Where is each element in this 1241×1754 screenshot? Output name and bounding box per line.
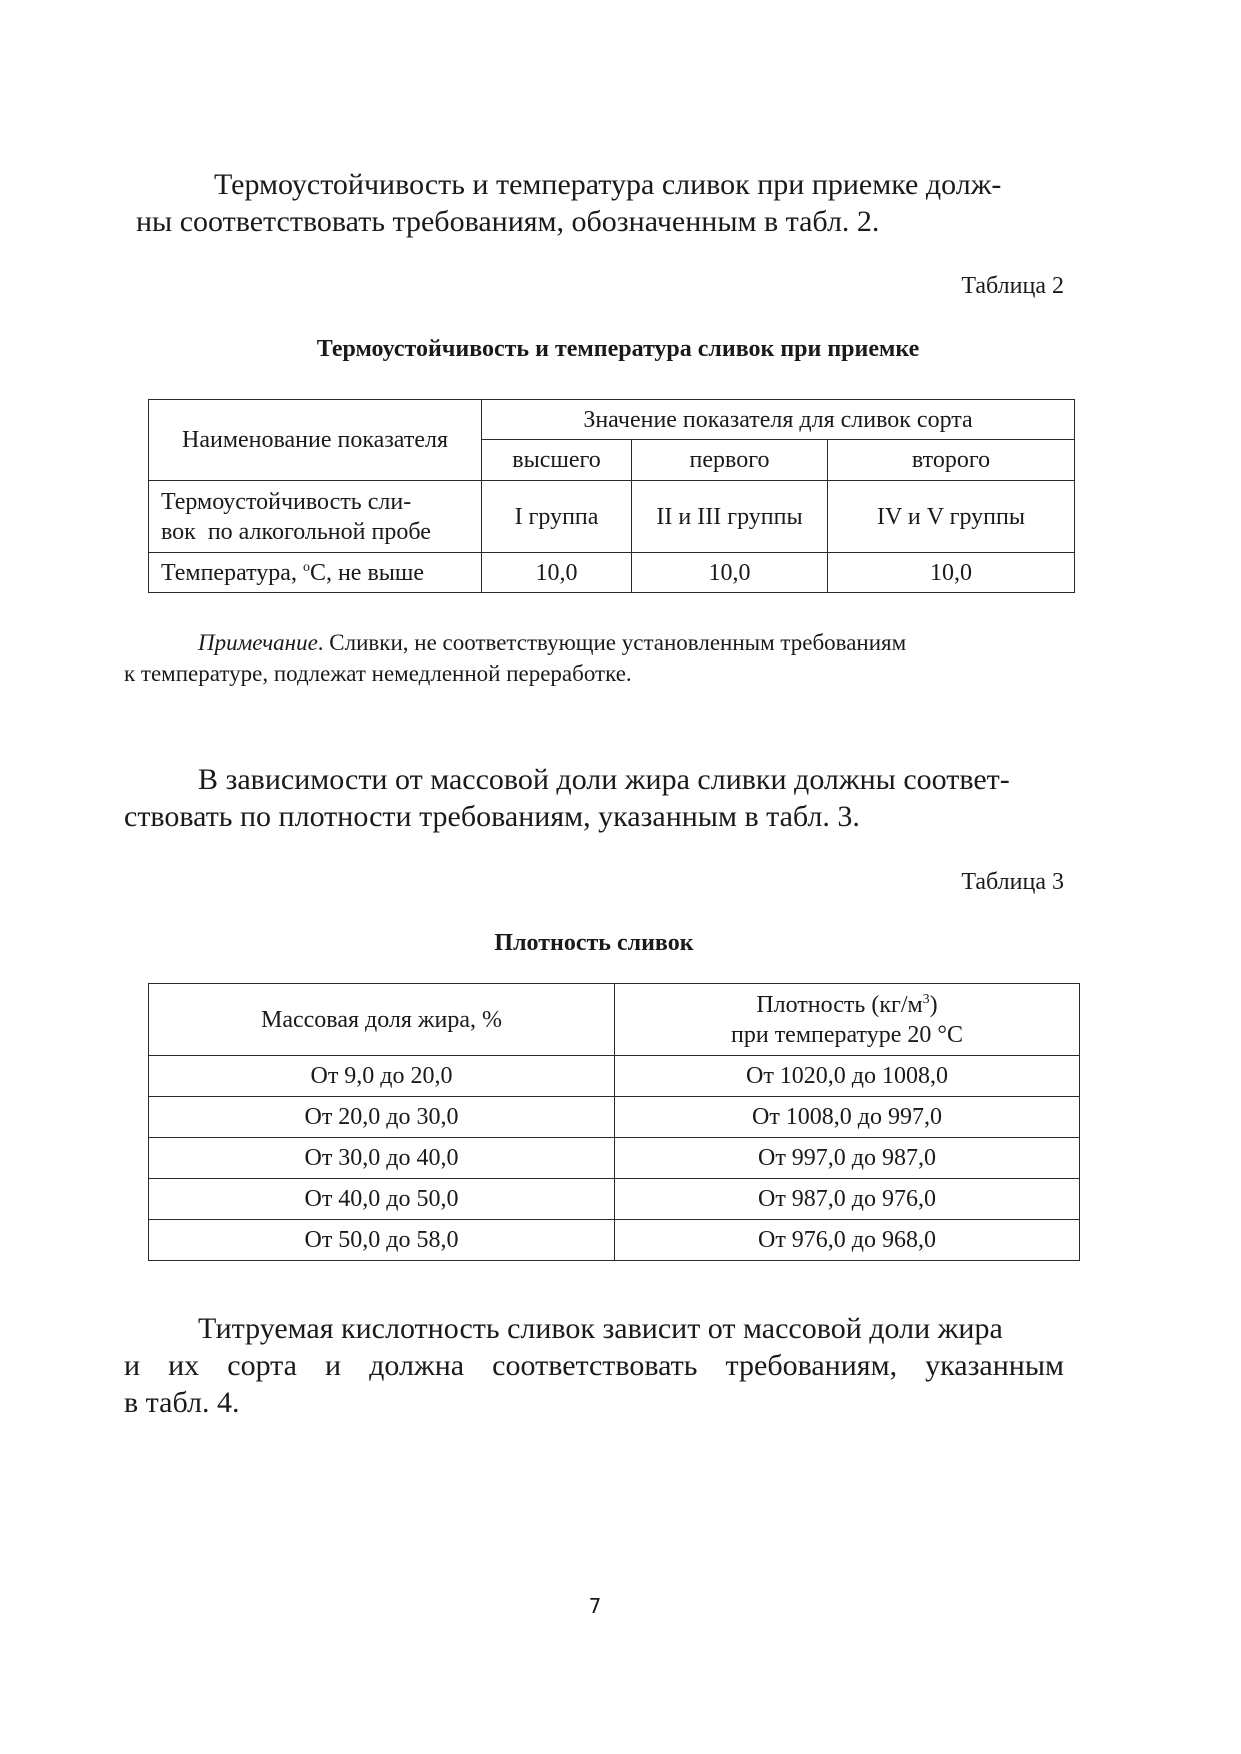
table3-header-density (615, 984, 1080, 1056)
table3-cell: От 50,0 до 58,0 (149, 1220, 615, 1261)
table3-cell: От 987,0 до 976,0 (615, 1179, 1080, 1220)
note-text: . Сливки, не соответствующие установленным требованиям (317, 630, 907, 655)
table-row (149, 1179, 1080, 1220)
note-line (124, 627, 1064, 658)
table2-cell: IV и V группы (828, 481, 1075, 553)
table3-header-density-line (621, 990, 1073, 1020)
table2-cell: 10,0 (632, 553, 828, 593)
table2-header-grade: первого (632, 440, 828, 481)
table2-note (124, 627, 1064, 689)
table2-cell: 10,0 (828, 553, 1075, 593)
page-number: 7 (588, 1594, 602, 1618)
table3-header-fat: Массовая доля жира, % (149, 984, 615, 1056)
note-line: к температуре, подлежат немедленной переработке. (124, 661, 632, 686)
table2-header-grade: высшего (482, 440, 632, 481)
table-row (149, 1138, 1080, 1179)
paragraph-line: ствовать по плотности требованиям, указанным в табл. 3. (124, 800, 860, 833)
table3-header-density-line: при температуре 20 °С (731, 1021, 963, 1048)
table3-title: Плотность сливок (494, 930, 694, 956)
table-row (149, 1097, 1080, 1138)
table2-row-name-line: Термоустойчивость сли- (161, 488, 412, 515)
table-row (149, 1220, 1080, 1261)
table2-row-name-suffix: С, не выше (309, 559, 425, 586)
table3-cell: От 20,0 до 30,0 (149, 1097, 615, 1138)
paragraph-intro-table3 (124, 761, 1064, 835)
table2-row-name-prefix: Температура, (161, 559, 303, 586)
table-row (149, 481, 1075, 553)
table2-row-name-line: вок по алкогольной пробе (161, 518, 431, 545)
table3-cell: От 9,0 до 20,0 (149, 1056, 615, 1097)
cube-superscript: 3 (922, 991, 930, 1007)
table-row (149, 553, 1075, 593)
table2-row-name (149, 553, 482, 593)
table2-cell: 10,0 (482, 553, 632, 593)
paragraph-intro-table2 (124, 166, 1064, 240)
table2-label: Таблица 2 (961, 273, 1064, 299)
table2-header-grade: второго (828, 440, 1075, 481)
table3-cell: От 1020,0 до 1008,0 (615, 1056, 1080, 1097)
table2-cell: II и III группы (632, 481, 828, 553)
table-row (149, 1056, 1080, 1097)
table3-label: Таблица 3 (961, 869, 1064, 895)
density-label-end: ) (929, 991, 938, 1018)
table3-cell: От 40,0 до 50,0 (149, 1179, 615, 1220)
paragraph-intro-table4 (124, 1310, 1064, 1421)
paragraph-line: и их сорта и должна соответствовать требованиям, указанным (124, 1349, 1064, 1382)
table3-cell: От 976,0 до 968,0 (615, 1220, 1080, 1261)
table3-cell: От 997,0 до 987,0 (615, 1138, 1080, 1179)
paragraph-line: в табл. 4. (124, 1386, 240, 1419)
paragraph-line: Термоустойчивость и температура сливок при приемке долж- (214, 168, 1002, 201)
table2-title: Термоустойчивость и температура сливок при приемке (316, 336, 920, 362)
table2-row-name (149, 481, 482, 553)
paragraph-line: Титруемая кислотность сливок зависит от массовой доли жира (198, 1312, 1003, 1345)
table2-cell: I группа (482, 481, 632, 553)
note-lead: Примечание (198, 630, 318, 655)
paragraph-line: ны соответствовать требованиям, обозначенным в табл. 2. (136, 205, 880, 238)
table2-header-value-group: Значение показателя для сливок сорта (482, 400, 1075, 440)
table2-header-name: Наименование показателя (149, 400, 482, 481)
paragraph-line: В зависимости от массовой доли жира сливки должны соответ- (198, 763, 1010, 796)
table3 (148, 983, 1080, 1261)
table2 (148, 399, 1075, 593)
degree-superscript: о (302, 559, 310, 575)
density-label: Плотность (кг/м (756, 991, 923, 1018)
table3-cell: От 30,0 до 40,0 (149, 1138, 615, 1179)
table3-cell: От 1008,0 до 997,0 (615, 1097, 1080, 1138)
